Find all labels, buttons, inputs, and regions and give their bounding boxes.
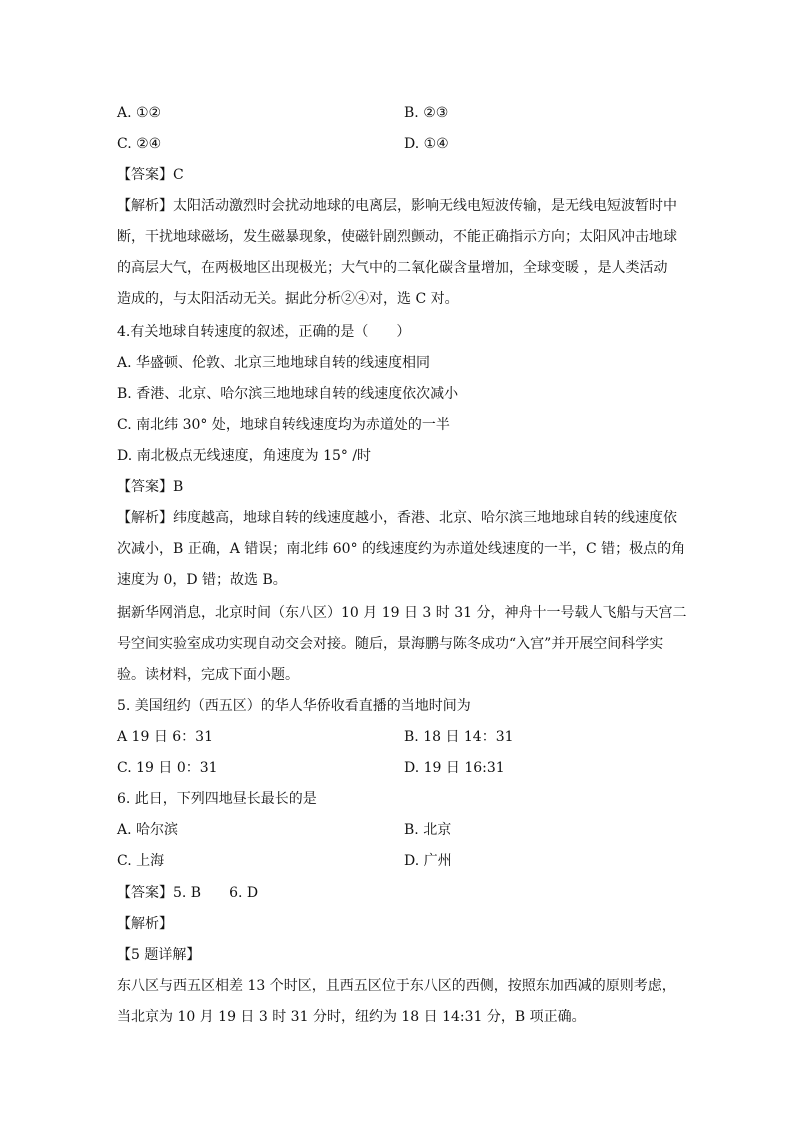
q3-option-c: C. ②④ (117, 136, 162, 152)
q4-analysis-line: 次减小，B 正确，A 错误；南北纬 60° 的线速度约为赤道处线速度的一半，C 错；极点的角 (117, 541, 686, 557)
detail-5-heading: 【5 题详解】 (117, 947, 201, 963)
detail-5-line: 东八区与西五区相差 13 个时区，且西五区位于东八区的西侧，按照东加西减的原则考虑， (117, 978, 676, 994)
q3-answer: 【答案】C (117, 167, 184, 183)
q4-option-d: D. 南北极点无线速度，角速度为 15° /时 (117, 448, 372, 464)
q3-analysis-line: 【解析】太阳活动激烈时会扰动地球的电离层，影响无线电短波传输，是无线电短波暂时中 (117, 198, 677, 214)
q3-option-a: A. ①② (117, 105, 162, 121)
q3-analysis-line: 造成的，与太阳活动无关。据此分析②④对，选 C 对。 (117, 291, 459, 307)
answers-5-6: 【答案】5. B 6. D (117, 885, 259, 901)
q3-option-b: B. ②③ (404, 105, 449, 121)
q6-option-c: C. 上海 (117, 853, 165, 869)
q5-option-d: D. 19 日 16:31 (404, 760, 505, 776)
q3-analysis-line: 断，干扰地球磁场，发生磁暴现象，使磁针剧烈颤动，不能正确指示方向；太阳风冲击地球 (117, 229, 677, 245)
detail-5-line: 当北京为 10 月 19 日 3 时 31 分时，纽约为 18 日 14:31 分，B 项正确。 (117, 1009, 586, 1025)
q4-answer: 【答案】B (117, 479, 184, 495)
q6-option-d: D. 广州 (404, 853, 452, 869)
q4-analysis-line: 【解析】纬度越高，地球自转的线速度越小，香港、北京、哈尔滨三地地球自转的线速度依 (117, 510, 677, 526)
q4-analysis-line: 速度为 0，D 错；故选 B。 (117, 572, 287, 588)
q4-option-a: A. 华盛顿、伦敦、北京三地地球自转的线速度相同 (117, 355, 431, 371)
q3-analysis-line: 的高层大气，在两极地区出现极光；大气中的二氧化碳含量增加，全球变暖 ，是人类活动 (117, 260, 668, 276)
q5-option-b: B. 18 日 14：31 (404, 729, 514, 745)
analysis-label: 【解析】 (117, 916, 173, 932)
q4-option-b: B. 香港、北京、哈尔滨三地地球自转的线速度依次减小 (117, 386, 459, 402)
q6-option-b: B. 北京 (404, 822, 452, 838)
q5-option-a: A 19 日 6：31 (117, 729, 213, 745)
q3-option-d: D. ①④ (404, 136, 449, 152)
material-line: 据新华网消息，北京时间（东八区）10 月 19 日 3 时 31 分，神舟十一号载人飞船与天宫二 (117, 605, 687, 621)
material-line: 验。读材料，完成下面小题。 (117, 667, 299, 683)
q6-question: 6. 此日，下列四地昼长最长的是 (117, 791, 317, 807)
q6-option-a: A. 哈尔滨 (117, 822, 179, 838)
q5-question: 5. 美国纽约（西五区）的华人华侨收看直播的当地时间为 (117, 698, 471, 714)
q4-question: 4.有关地球自转速度的叙述，正确的是（ ） (117, 324, 411, 340)
material-line: 号空间实验室成功实现自动交会对接。随后，景海鹏与陈冬成功“入宫”并开展空间科学实 (117, 636, 664, 652)
q4-option-c: C. 南北纬 30° 处，地球自转线速度均为赤道处的一半 (117, 417, 450, 433)
q5-option-c: C. 19 日 0：31 (117, 760, 218, 776)
